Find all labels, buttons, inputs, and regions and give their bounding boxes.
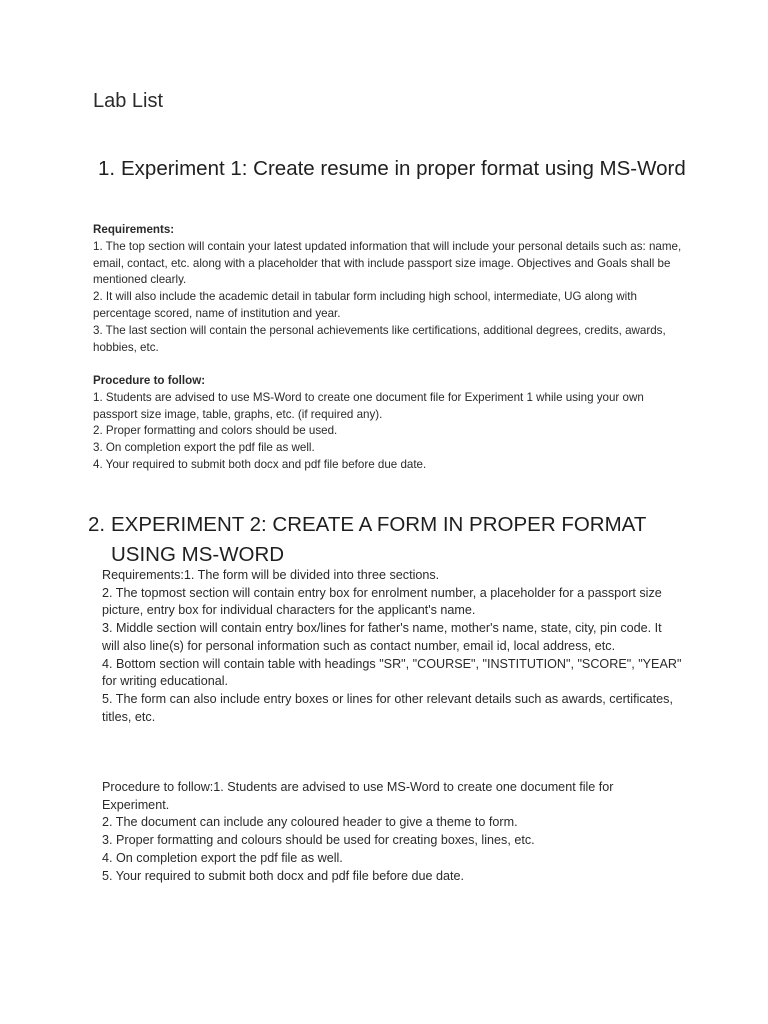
experiment-2-heading bbox=[88, 510, 698, 570]
experiment-2-heading-text: EXPERIMENT 2: CREATE A FORM IN PROPER FORMAT USING MS-WORD bbox=[111, 513, 646, 566]
requirement-item: Requirements:1. The form will be divided into three sections. bbox=[102, 568, 440, 582]
requirement-item: 5. The form can also include entry boxes or lines for other relevant details such as awards, certificates, titles, etc. bbox=[102, 691, 673, 724]
requirements-label: Requirements: bbox=[93, 223, 175, 236]
experiment-1-requirements bbox=[93, 222, 683, 356]
experiment-1-heading bbox=[98, 155, 688, 183]
requirement-item: 2. It will also include the academic detail in tabular form including high school, intermediate, UG along with percentage scored, name of institution and year. bbox=[93, 290, 637, 320]
procedure-item: 3. Proper formatting and colours should be used for creating boxes, lines, etc. bbox=[102, 833, 535, 848]
procedure-item: 2. Proper formatting and colors should be used. bbox=[93, 424, 338, 438]
experiment-1-number: 1. bbox=[98, 157, 116, 180]
requirement-item: 4. Bottom section will contain table with headings "SR", "COURSE", "INSTITUTION", "SCORE", "YEAR" for writing educational. bbox=[102, 656, 682, 689]
procedure-item: 1. Students are advised to use MS-Word to create one document file for Experiment 1 while using your own passport size image, table, graphs, etc. (if required any). bbox=[93, 390, 644, 421]
experiment-1-heading-text: Experiment 1: Create resume in proper format using MS-Word bbox=[121, 157, 686, 180]
procedure-item: 2. The document can include any coloured header to give a theme to form. bbox=[102, 815, 518, 830]
requirement-item: 3. Middle section will contain entry box/lines for father's name, mother's name, state, city, pin code. It will also line(s) for personal information such as contact number, email id, local address, etc. bbox=[102, 621, 662, 653]
experiment-1-procedure bbox=[93, 373, 683, 474]
procedure-item: 3. On completion export the pdf file as well. bbox=[93, 441, 315, 455]
document-title: Lab List bbox=[93, 90, 164, 112]
requirement-item: 1. The top section will contain your latest updated information that will include your personal details such as: name, email, contact, etc. along with a placeholder that with include passport size image. Objectives and Goals shall be mentioned clearly. bbox=[93, 239, 682, 287]
procedure-item: 4. Your required to submit both docx and pdf file before due date. bbox=[93, 457, 427, 471]
procedure-label: Procedure to follow: bbox=[93, 374, 206, 387]
experiment-2-requirements bbox=[102, 567, 682, 726]
procedure-item: 4. On completion export the pdf file as well. bbox=[102, 850, 343, 865]
procedure-item: Procedure to follow:1. Students are advised to use MS-Word to create one document file for Experiment. bbox=[102, 780, 614, 812]
experiment-2-number: 2. bbox=[88, 513, 106, 536]
requirement-item: 2. The topmost section will contain entry box for enrolment number, a placeholder for a passport size picture, entry box for individual characters for the applicant's name. bbox=[102, 585, 662, 618]
requirement-item: 3. The last section will contain the personal achievements like certifications, additional degrees, credits, awards, hobbies, etc. bbox=[93, 323, 666, 354]
procedure-item: 5. Your required to submit both docx and pdf file before due date. bbox=[102, 868, 464, 883]
experiment-2-procedure bbox=[102, 779, 682, 885]
